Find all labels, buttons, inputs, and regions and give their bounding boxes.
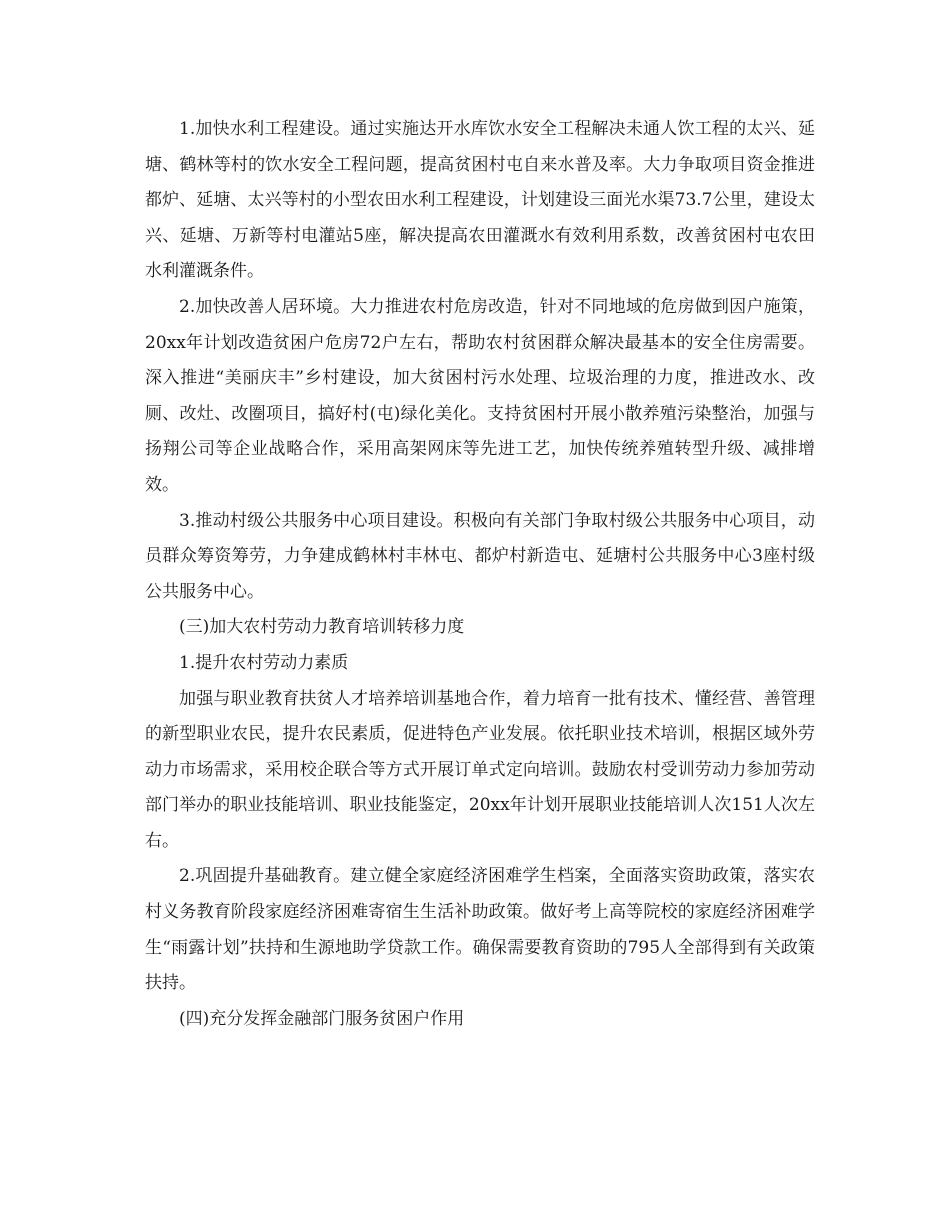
- paragraph-vocational-training: 加强与职业教育扶贫人才培养培训基地合作，着力培育一批有技术、懂经营、善管理的新型职业农民，提升农民素质，促进特色产业发展。依托职业技术培训，根据区域外劳动力市场需求，采用校企联合等方式开展订单式定向培训。鼓励农村受训劳动力参加劳动部门举办的职业技能培训、职业技能鉴定，20xx年计划开展职业技能培训人次151人次左右。: [145, 688, 815, 851]
- section-heading-labor-training: (三)加大农村劳动力教育培训转移力度: [179, 617, 465, 638]
- paragraph-public-service-center: 3.推动村级公共服务中心项目建设。积极向有关部门争取村级公共服务中心项目，动员群众筹资筹劳，力争建成鹤林村丰林屯、都炉村新造屯、延塘村公共服务中心3座村级公共服务中心。: [145, 510, 815, 602]
- section-heading-finance: (四)充分发挥金融部门服务贫困户作用: [179, 1008, 465, 1029]
- subheading-labor-quality: 1.提升农村劳动力素质: [179, 652, 349, 673]
- paragraph-living-environment: 2.加快改善人居环境。大力推进农村危房改造，针对不同地域的危房做到因户施策，20xx年计划改造贫困户危房72户左右，帮助农村贫困群众解决最基本的安全住房需要。深入推进“美丽庆丰”乡村建设，加大贫困村污水处理、垃圾治理的力度，推进改水、改厕、改灶、改圈项目，搞好村(屯)绿化美化。支持贫困村开展小散养殖污染整治，加强与扬翔公司等企业战略合作，采用高架网床等先进工艺，加快传统养殖转型升级、减排增效。: [145, 296, 815, 495]
- document-page: [145, 0, 815, 1037]
- paragraph-basic-education: 2.巩固提升基础教育。建立健全家庭经济困难学生档案，全面落实资助政策，落实农村义务教育阶段家庭经济困难寄宿生生活补助政策。做好考上高等院校的家庭经济困难学生“雨露计划”扶持和生源地助学贷款工作。确保需要教育资助的795人全部得到有关政策扶持。: [145, 866, 815, 994]
- paragraph-water-conservancy: 1.加快水利工程建设。通过实施达开水库饮水安全工程解决未通人饮工程的太兴、延塘、鹤林等村的饮水安全工程问题，提高贫困村屯自来水普及率。大力争取项目资金推进都炉、延塘、太兴等村的小型农田水利工程建设，计划建设三面光水渠73.7公里，建设太兴、延塘、万新等村电灌站5座，解决提高农田灌溉水有效利用系数，改善贫困村屯农田水利灌溉条件。: [145, 119, 815, 282]
